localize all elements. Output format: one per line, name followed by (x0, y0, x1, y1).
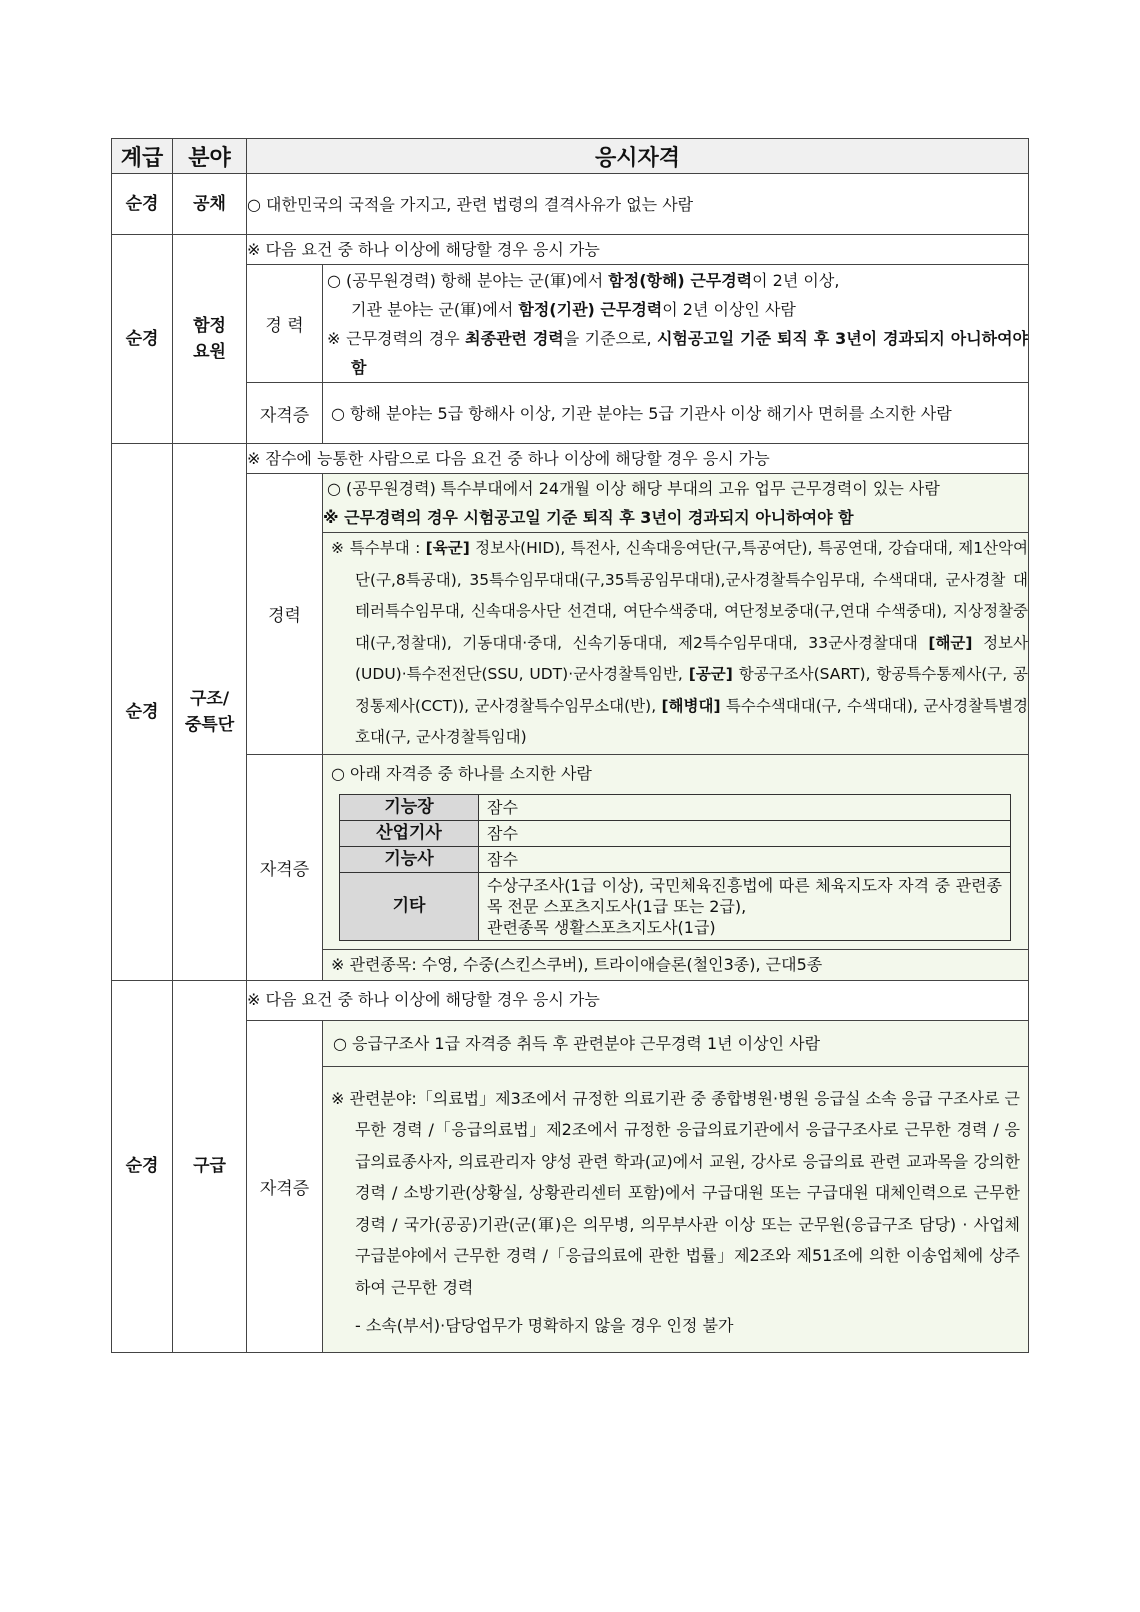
related-field-note: ※ 관련분야:「의료법」제3조에서 규정한 의료기관 중 종합병원·병원 응급실 소속 응급 구조사로 근무한 경력 /「응급의료법」제2조에서 규정한 응급의료기관에서 응급구조사로 근무한 경력 / 응급의료종사자, 의료관리자 양성 관련 학과(교)에서 교원, 강사로 응급의료 관련 교과목을 강의한 경력 / 소방기관(상황실, 상황관리센터 포함)에서 구급대원 또는 구급대원 대체인력으로 근무한 경력 / 국가(공공)기관(군(軍)은 의무병, 의무부사관 이상 또는 군무원(응급구조 담당) · 사업체 구급분야에서 근무한 경력 /「응급의료에 관한 법률」제2조와 제51조에 의한 이송업체에 상주하여 근무한 경력 (331, 1088, 1021, 1297)
cert-row: 산업기사 잠수 (340, 820, 1011, 846)
cert-row: 기능장 잠수 (340, 794, 1011, 820)
header-qualification: 응시자격 (247, 139, 1029, 174)
table-header-row (112, 139, 1029, 174)
table-row (112, 474, 1029, 533)
notice-text: ※ 다음 요건 중 하나 이상에 해당할 경우 응시 가능 (247, 980, 1029, 1020)
career-text: ○ (공무원경력) 특수부대에서 24개월 이상 해당 부대의 고유 업무 근무경력이 있는 사람 ※ 근무경력의 경우 시험공고일 기준 퇴직 후 3년이 경과되지 아니하여야 함 (323, 474, 1029, 533)
rank-cell: 순경 (112, 174, 173, 235)
field-cell: 구조/ 중특단 (173, 444, 247, 981)
table-row (112, 383, 1029, 444)
sub-label-cert: 자격증 (247, 754, 323, 980)
rank-cell: 순경 (112, 444, 173, 981)
cert-row: 기능사 잠수 (340, 846, 1011, 872)
cert-cell (323, 1020, 1029, 1353)
qualification-table (111, 138, 1029, 1353)
table-row (112, 235, 1029, 265)
table-row (112, 265, 1029, 383)
sub-label-career: 경 력 (247, 265, 323, 383)
special-forces-list: ※ 특수부대 : [육군] 정보사(HID), 특전사, 신속대응여단(구,특공여단), 특공연대, 강습대대, 제1산악여단(구,8특공대), 35특수임무대대(구,35특공임무대대),군사경찰특수임무대, 수색대대, 군사경찰 대테러특수임무대, 신속대응사단 선견대, 여단수색중대, 여단정보중대(구,연대 수색중대), 지상정찰중대(구,정찰대), 기동대대·중대, 신속기동대대, 제2특수임무대대, 33군사경찰대대 [해군] 정보사(UDU)·특수전전단(SSU, UDT)·군사경찰특임반, [공군] 항공구조사(SART), 항공특수통제사(구, 공정통제사(CCT)), 군사경찰특수임무소대(반), [해병대] 특수수색대대(구, 수색대대), 군사경찰특별경호대(구, 군사경찰특임대) (323, 533, 1029, 755)
cert-row: 기타 수상구조사(1급 이상), 국민체육진흥법에 따른 체육지도자 자격 중 관련종목 전문 스포츠지도사(1급 또는 2급), 관련종목 생활스포츠지도사(1급) (340, 872, 1011, 940)
field-cell: 함정 요원 (173, 235, 247, 444)
sub-label-cert: 자격증 (247, 1020, 323, 1353)
table-row (112, 444, 1029, 474)
table-row (112, 980, 1029, 1020)
field-cell: 공채 (173, 174, 247, 235)
notice-text: ※ 잠수에 능통한 사람으로 다음 요건 중 하나 이상에 해당할 경우 응시 가능 (247, 444, 1029, 474)
related-field-note-2: - 소속(부서)·담당업무가 명확하지 않을 경우 인정 불가 (355, 1316, 734, 1335)
table-row (112, 174, 1029, 235)
career-text: ○ (공무원경력) 항해 분야는 군(軍)에서 함정(항해) 근무경력이 2년 이상, 기관 분야는 군(軍)에서 함정(기관) 근무경력이 2년 이상인 사람 ※ 근무경력의 경우 최종관련 경력을 기준으로, 시험공고일 기준 퇴직 후 3년이 경과되지 아니하여야 함 (323, 265, 1029, 383)
cert-intro: ○ 아래 자격증 중 하나를 소지한 사람 (331, 763, 592, 783)
table-row (112, 754, 1029, 980)
table-row (112, 1020, 1029, 1353)
sub-label-career: 경력 (247, 474, 323, 755)
rank-cell: 순경 (112, 980, 173, 1353)
cert-cell (323, 754, 1029, 980)
notice-text: ※ 다음 요건 중 하나 이상에 해당할 경우 응시 가능 (247, 235, 1029, 265)
cert-text: ○ 항해 분야는 5급 항해사 이상, 기관 분야는 5급 기관사 이상 해기사 면허를 소지한 사람 (323, 383, 1029, 444)
header-field: 분야 (173, 139, 247, 174)
cert-table (339, 794, 1011, 941)
header-rank: 계급 (112, 139, 173, 174)
field-cell: 구급 (173, 980, 247, 1353)
qualification-text: ○ 대한민국의 국적을 가지고, 관련 법령의 결격사유가 없는 사람 (247, 174, 1029, 235)
rank-cell: 순경 (112, 235, 173, 444)
cert-note: ※ 관련종목: 수영, 수중(스킨스쿠버), 트라이애슬론(철인3종), 근대5종 (323, 949, 1028, 980)
requirement-text: ○ 응급구조사 1급 자격증 취득 후 관련분야 근무경력 1년 이상인 사람 (323, 1021, 1028, 1067)
sub-label-cert: 자격증 (247, 383, 323, 444)
